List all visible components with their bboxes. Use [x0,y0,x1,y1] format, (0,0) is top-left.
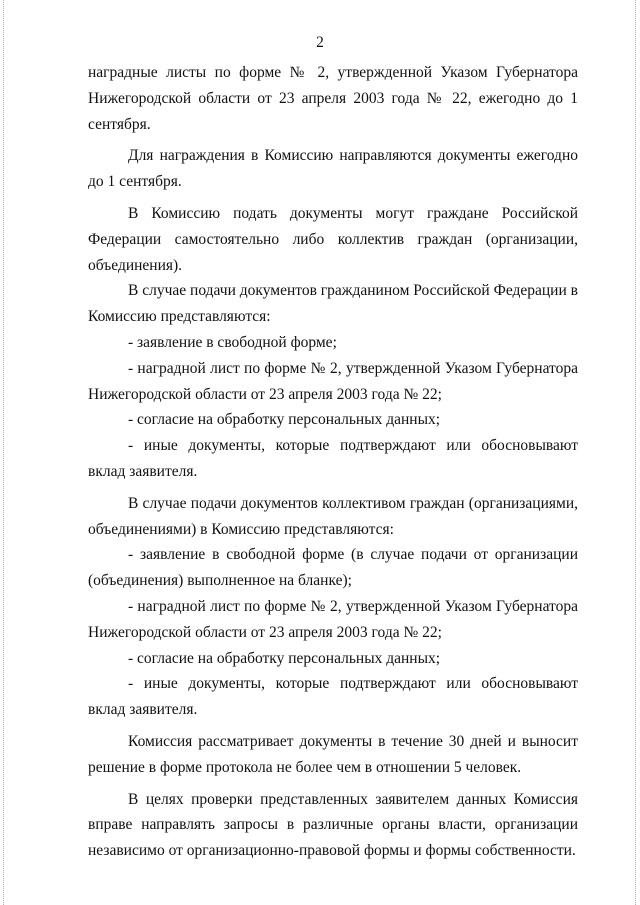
list-item-award-sheet-org: - наградной лист по форме № 2, утвержденной Указом Губернатора Нижегородской области от 23 апреля 2003 года № 22; [88,597,578,641]
paragraph-who-submits: В Комиссию подать документы могут граждане Российской Федерации самостоятельно либо коллектив граждан (организации, объединения). [88,204,578,274]
list-item-application: - заявление в свободной форме; [128,333,337,351]
paragraph-verification: В целях проверки представленных заявителем данных Комиссия вправе направлять запросы в различные органы власти, организации независимо от организационно-правовой формы и формы собственности. [88,790,578,860]
list-item-consent: - согласие на обработку персональных данных; [128,411,441,429]
page-number: 2 [316,34,324,51]
list-item-application-org: - заявление в свободной форме (в случае подачи от организации (объединения) выполненное на бланке); [88,546,578,590]
list-item-award-sheet: - наградной лист по форме № 2, утвержденной Указом Губернатора Нижегородской области от 23 апреля 2003 года № 22; [88,359,578,403]
list-item-other-docs: - иные документы, которые подтверждают или обосновывают вклад заявителя. [88,437,578,480]
list-item-consent-org: - согласие на обработку персональных данных; [128,649,441,667]
paragraph-collective-case: В случае подачи документов коллективом граждан (организациями, объединениями) в Комиссию представляются: [88,494,578,538]
scan-border-left [3,0,4,905]
document-body [88,60,578,864]
list-item-other-docs-org: - иные документы, которые подтверждают или обосновывают вклад заявителя. [88,675,578,719]
paragraph-citizen-case: В случае подачи документов гражданином Российской Федерации в Комиссию представляются: [88,282,578,326]
scan-border-right [635,0,636,905]
paragraph-deadline: Для награждения в Комиссию направляются документы ежегодно до 1 сентября. [88,147,578,191]
paragraph-award-sheets: наградные листы по форме № 2, утвержденной Указом Губернатора Нижегородской области от 23 апреля 2003 года № 22, ежегодно до 1 сентября. [88,64,578,133]
paragraph-review-period: Комиссия рассматривает документы в течение 30 дней и выносит решение в форме протокола не более чем в отношении 5 человек. [88,732,578,776]
